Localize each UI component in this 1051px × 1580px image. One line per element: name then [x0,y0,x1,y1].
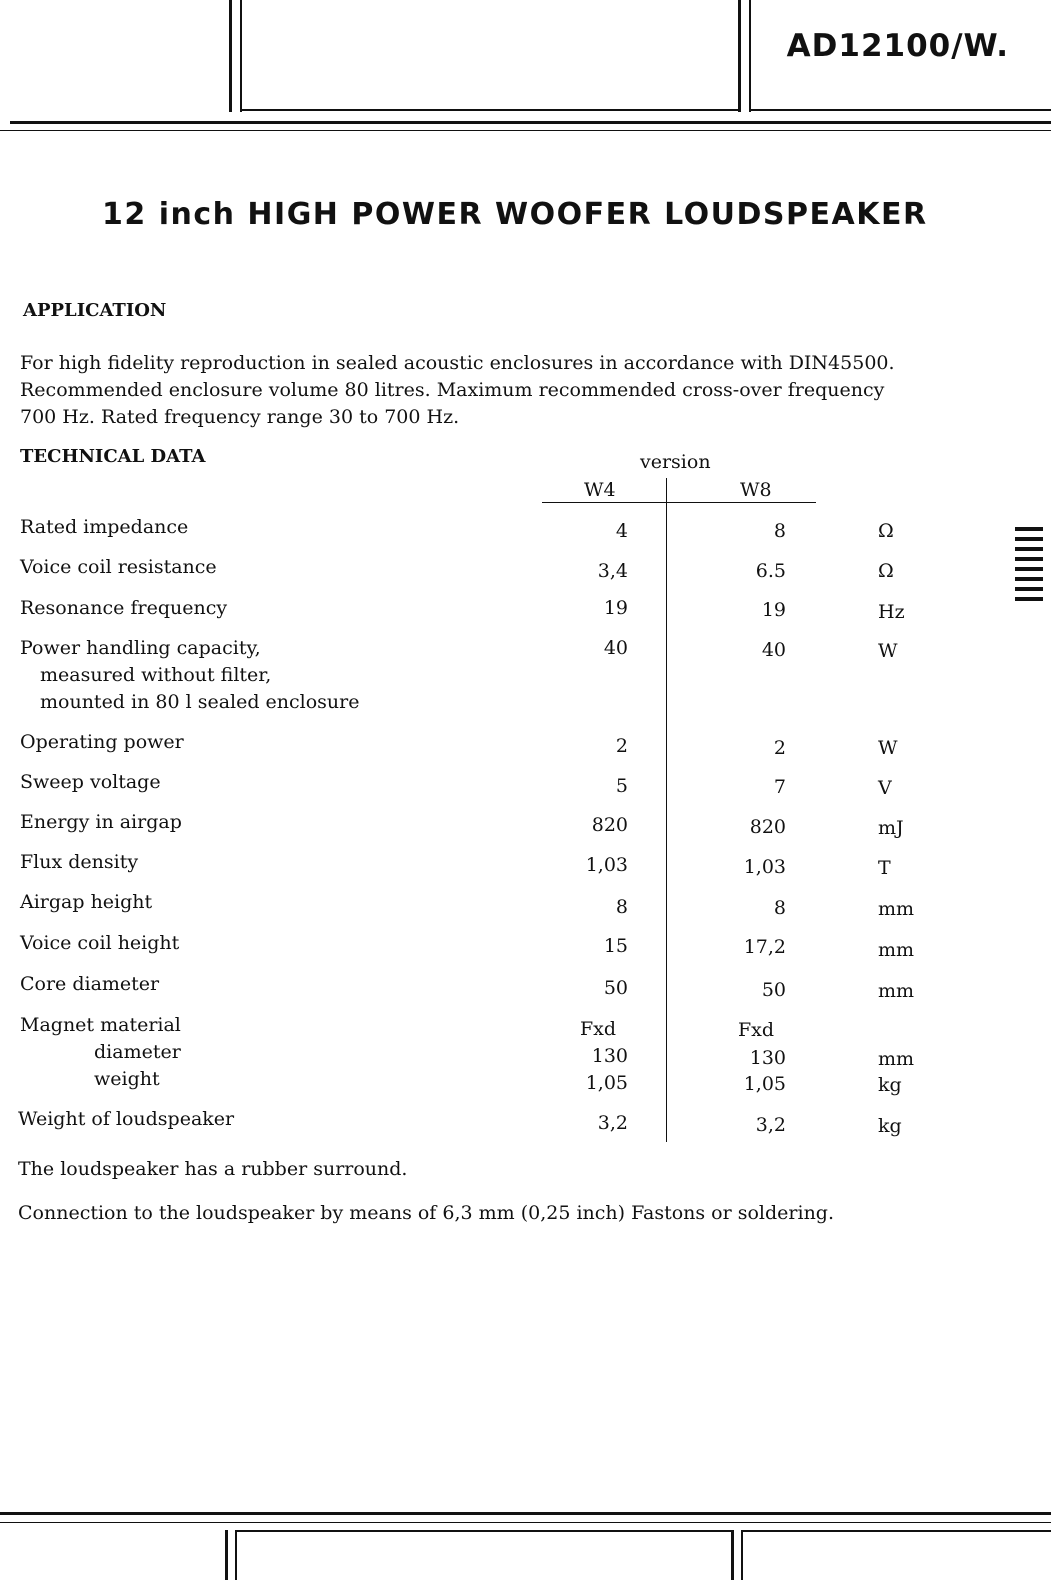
spec-value-w4: 1,03 [585,854,628,876]
spec-value-w4: 820 [591,814,628,836]
spec-value-w8: 1,05 [743,1073,786,1095]
spec-value-w8: 19 [761,599,786,621]
spec-value-w8: 17,2 [743,936,786,958]
page-title: 12 inch HIGH POWER WOOFER LOUDSPEAKER [102,197,928,232]
spec-unit: kg [878,1074,902,1096]
spec-label: Airgap height [20,891,153,913]
spec-value-w8: 6.5 [755,560,786,582]
spec-row-resonance-frequency [0,597,1051,627]
note-surround: The loudspeaker has a rubber surround. [18,1158,408,1180]
spec-value-w4: 130 [591,1045,628,1067]
spec-unit: T [878,857,891,879]
margin-tick [1015,567,1043,571]
header-rule-2 [0,130,1051,131]
header-box-bottom-left [240,109,740,111]
footer-rule-2 [0,1522,1051,1523]
spec-row-magnet-material [0,1014,1051,1044]
header-divider-right2 [749,0,751,112]
spec-unit: mJ [878,817,904,839]
spec-value-w4: 3,2 [597,1112,628,1134]
spec-row-magnet-weight [0,1068,1051,1098]
spec-label: Energy in airgap [20,811,182,833]
footer-rule [0,1512,1051,1515]
column-header-w4: W4 [584,479,616,501]
spec-unit: Ω [878,520,894,542]
note-connection: Connection to the loudspeaker by means of 6,3 mm (0,25 inch) Fastons or soldering. [18,1202,835,1224]
spec-unit: mm [878,980,915,1002]
spec-unit: V [878,777,892,799]
spec-row-power-handling [0,637,1051,717]
spec-unit: Ω [878,560,894,582]
spec-value-w4: 15 [603,935,628,957]
spec-unit: mm [878,939,915,961]
spec-row-airgap-height [0,891,1051,921]
spec-row-operating-power [0,731,1051,761]
header-box-bottom-right [749,109,1051,111]
spec-row-voice-coil-resistance [0,556,1051,586]
application-line: Recommended enclosure volume 80 litres. Maximum recommended cross-over frequency [20,379,885,401]
spec-value-w8: 8 [773,520,786,542]
margin-tick [1015,577,1043,581]
spec-value-w8: 3,2 [755,1114,786,1136]
spec-value-w8: 40 [761,639,786,661]
spec-value-w4: 19 [603,597,628,619]
spec-label: Weight of loudspeaker [18,1108,235,1130]
spec-label: Sweep voltage [20,771,161,793]
spec-label: Operating power [20,731,184,753]
spec-value-w4: 8 [615,896,628,918]
margin-tick [1015,557,1043,561]
version-label: version [640,451,711,473]
spec-row-sweep-voltage [0,771,1051,801]
margin-tick [1015,547,1043,551]
footer-divider-left [225,1530,228,1580]
margin-tick [1015,597,1043,601]
spec-row-weight-loudspeaker [0,1108,1051,1138]
column-header-w8: W8 [740,479,772,501]
spec-value-w4: 50 [603,977,628,999]
footer-divider-left2 [235,1530,237,1580]
application-line: 700 Hz. Rated frequency range 30 to 700 Hz. [20,406,460,428]
spec-value-w8: 1,03 [743,856,786,878]
spec-label: Core diameter [20,973,160,995]
spec-unit: W [878,640,898,662]
spec-value-w4: 4 [615,520,628,542]
spec-value-w4: 5 [615,775,628,797]
application-text [20,350,980,431]
application-heading: APPLICATION [23,300,167,321]
margin-tick [1015,537,1043,541]
column-header-rule [542,502,816,503]
spec-value-w8: 50 [761,979,786,1001]
spec-value-w4: 2 [615,735,628,757]
margin-tick [1015,527,1043,531]
footer-box-top-left [235,1530,733,1532]
spec-unit: Hz [878,601,905,623]
spec-sublabel: measured without filter, [40,664,272,686]
spec-label: Voice coil height [20,932,180,954]
footer-divider-right2 [741,1530,743,1580]
spec-row-energy-airgap [0,811,1051,841]
spec-label: Flux density [20,851,139,873]
spec-value-w8: Fxd [738,1019,775,1041]
spec-unit: kg [878,1115,902,1137]
spec-sublabel: mounted in 80 l sealed enclosure [40,691,360,713]
application-line: For high fidelity reproduction in sealed acoustic enclosures in accordance with DIN45500. [20,352,895,374]
header-divider-left2 [240,0,242,112]
spec-value-w8: 820 [749,816,786,838]
spec-label: Power handling capacity, [20,637,261,659]
spec-unit: mm [878,1048,915,1070]
footer-box-top-right [741,1530,1051,1532]
header-divider-left [229,0,232,112]
spec-row-magnet-diameter [0,1041,1051,1071]
footer-divider-right [731,1530,734,1580]
spec-value-w4: 1,05 [585,1072,628,1094]
spec-value-w4: 40 [603,637,628,659]
spec-label: diameter [94,1041,181,1063]
spec-label: Rated impedance [20,516,189,538]
spec-label: Magnet material [20,1014,181,1036]
spec-row-core-diameter [0,973,1051,1003]
header-rule [10,121,1051,124]
spec-unit: mm [878,898,915,920]
spec-value-w8: 130 [749,1047,786,1069]
spec-row-rated-impedance [0,516,1051,546]
spec-unit: W [878,737,898,759]
header-divider-right [738,0,741,112]
spec-value-w4: Fxd [580,1018,617,1040]
spec-value-w8: 2 [773,737,786,759]
spec-label: Voice coil resistance [20,556,217,578]
spec-label: Resonance frequency [20,597,228,619]
spec-row-flux-density [0,851,1051,881]
spec-value-w8: 7 [773,776,786,798]
spec-label: weight [94,1068,160,1090]
margin-tick [1015,587,1043,591]
spec-value-w8: 8 [773,897,786,919]
spec-value-w4: 3,4 [597,560,628,582]
technical-heading: TECHNICAL DATA [20,446,206,467]
document-code: AD12100/W. [786,28,1009,64]
spec-row-voice-coil-height [0,932,1051,962]
